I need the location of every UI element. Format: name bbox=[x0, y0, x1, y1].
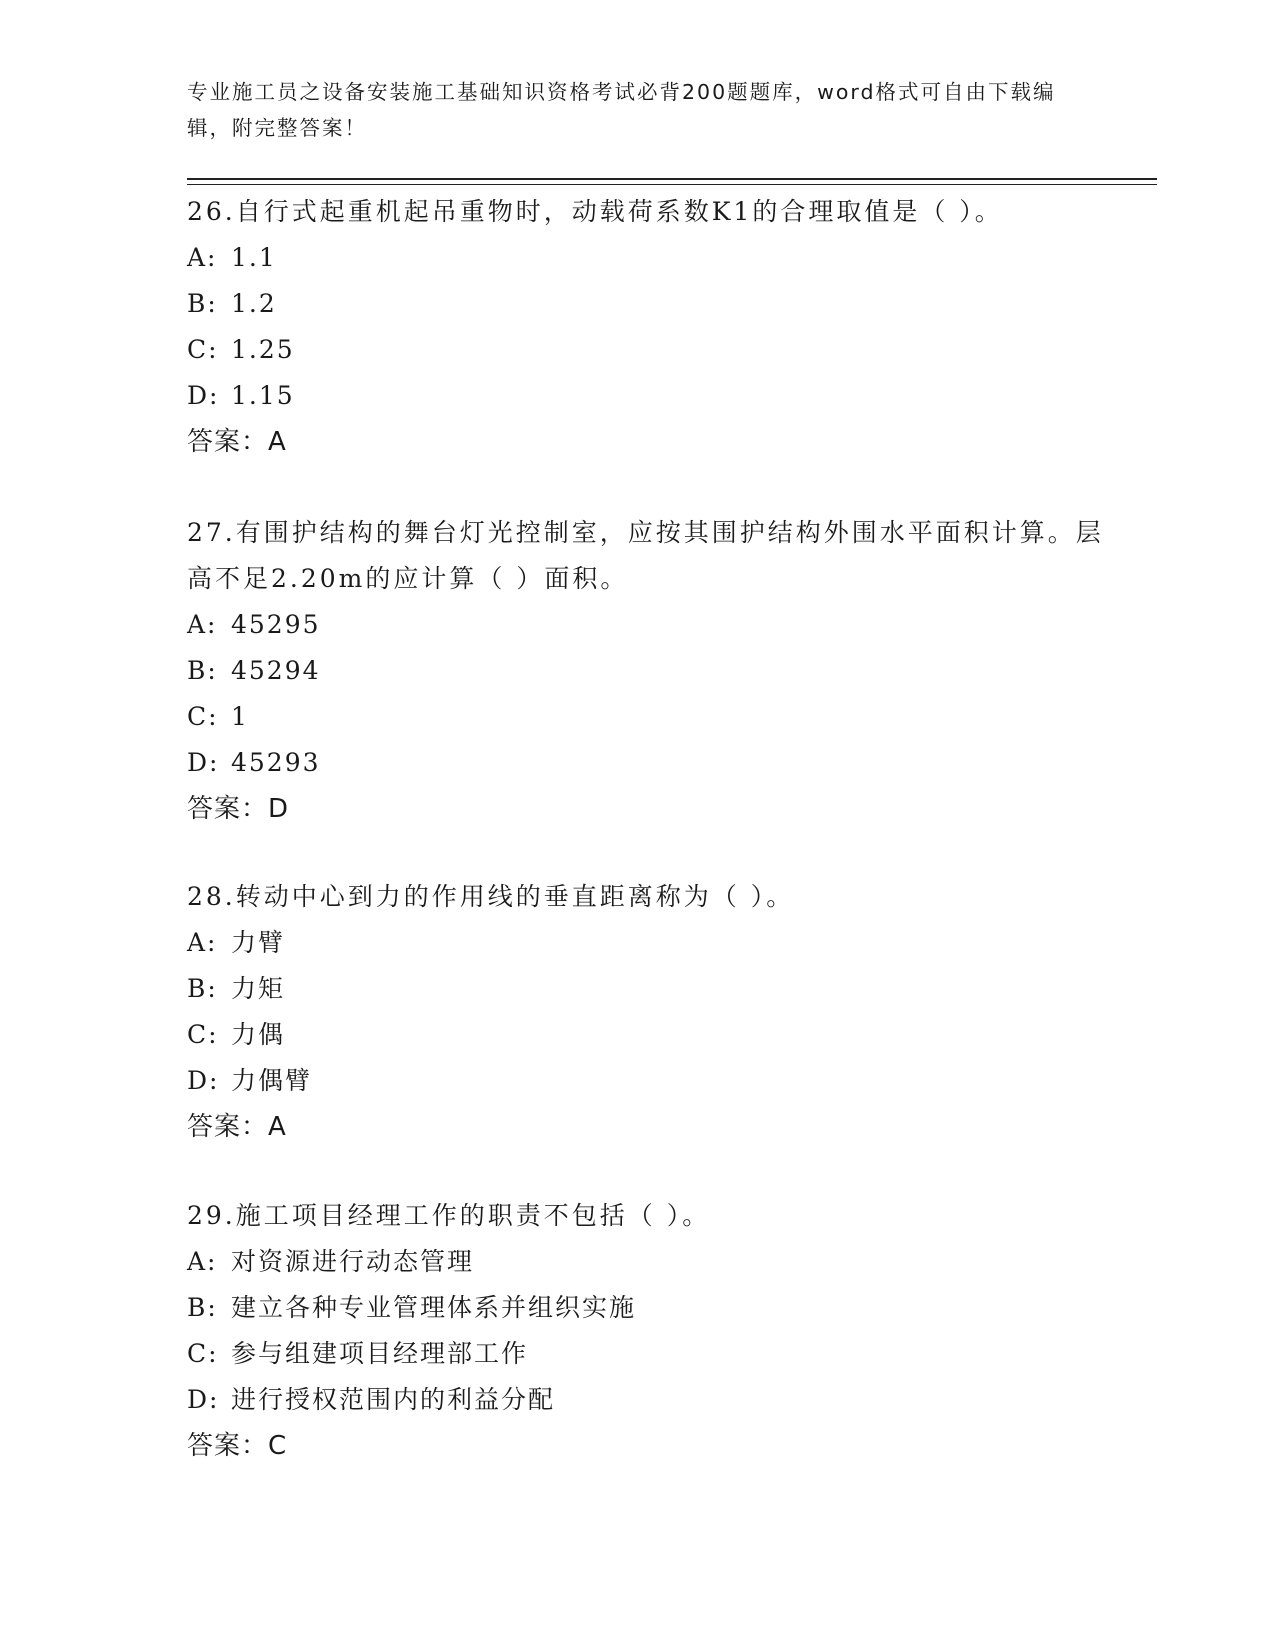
question-stem: 27.有围护结构的舞台灯光控制室，应按其围护结构外围水平面积计算。层高不足2.20m的应计算（ ）面积。 bbox=[187, 518, 1104, 593]
option-c bbox=[187, 1331, 1117, 1377]
option-label: D: bbox=[187, 1066, 220, 1095]
header-divider-thin bbox=[187, 184, 1157, 185]
option-label: B: bbox=[187, 1293, 218, 1322]
option-d bbox=[187, 1377, 1117, 1423]
answer: 答案：A bbox=[187, 427, 287, 457]
option-a bbox=[187, 1239, 1117, 1285]
option-text: 力偶臂 bbox=[231, 1066, 313, 1095]
option-text: 45295 bbox=[231, 610, 321, 639]
option-label: D: bbox=[187, 748, 220, 777]
option-label: A: bbox=[187, 1247, 218, 1276]
option-c bbox=[187, 1012, 1117, 1058]
option-b bbox=[187, 1285, 1117, 1331]
option-label: B: bbox=[187, 974, 218, 1003]
option-text: 力臂 bbox=[231, 928, 286, 957]
option-text: 力偶 bbox=[231, 1020, 286, 1049]
option-c bbox=[187, 694, 1117, 740]
question-block bbox=[187, 510, 1117, 832]
option-d bbox=[187, 1058, 1117, 1104]
question-block bbox=[187, 1193, 1117, 1469]
option-b bbox=[187, 648, 1117, 694]
question-stem: 28.转动中心到力的作用线的垂直距离称为（ ）。 bbox=[187, 882, 795, 911]
option-a bbox=[187, 602, 1117, 648]
option-label: C: bbox=[187, 1339, 219, 1368]
option-text: 1.2 bbox=[231, 289, 277, 318]
question-stem: 26.自行式起重机起吊重物时，动载荷系数K1的合理取值是（ ）。 bbox=[187, 197, 1003, 226]
option-d bbox=[187, 373, 1117, 419]
answer: 答案：A bbox=[187, 1112, 287, 1142]
option-a bbox=[187, 235, 1117, 281]
option-text: 1.1 bbox=[231, 243, 277, 272]
option-text: 1 bbox=[231, 702, 249, 731]
question-block bbox=[187, 189, 1117, 465]
option-label: B: bbox=[187, 289, 218, 318]
header-divider bbox=[187, 178, 1157, 180]
option-a bbox=[187, 920, 1117, 966]
option-text: 1.25 bbox=[231, 335, 295, 364]
option-c bbox=[187, 327, 1117, 373]
option-label: A: bbox=[187, 928, 218, 957]
option-text: 45293 bbox=[231, 748, 321, 777]
option-label: D: bbox=[187, 381, 220, 410]
option-text: 45294 bbox=[231, 656, 321, 685]
question-stem: 29.施工项目经理工作的职责不包括（ ）。 bbox=[187, 1201, 711, 1230]
option-label: A: bbox=[187, 243, 218, 272]
answer: 答案：D bbox=[187, 794, 290, 824]
option-label: A: bbox=[187, 610, 218, 639]
option-b bbox=[187, 281, 1117, 327]
option-label: D: bbox=[187, 1385, 220, 1414]
option-d bbox=[187, 740, 1117, 786]
option-label: C: bbox=[187, 702, 219, 731]
option-label: C: bbox=[187, 335, 219, 364]
option-text: 进行授权范围内的利益分配 bbox=[231, 1385, 556, 1414]
option-text: 对资源进行动态管理 bbox=[231, 1247, 475, 1276]
option-label: B: bbox=[187, 656, 218, 685]
option-text: 力矩 bbox=[231, 974, 286, 1003]
answer: 答案：C bbox=[187, 1431, 288, 1461]
document-header: 专业施工员之设备安装施工基础知识资格考试必背200题题库，word格式可自由下载编辑，附完整答案！ bbox=[187, 80, 1056, 140]
question-block bbox=[187, 874, 1117, 1150]
option-text: 参与组建项目经理部工作 bbox=[231, 1339, 529, 1368]
option-b bbox=[187, 966, 1117, 1012]
option-text: 1.15 bbox=[231, 381, 295, 410]
option-text: 建立各种专业管理体系并组织实施 bbox=[231, 1293, 637, 1322]
option-label: C: bbox=[187, 1020, 219, 1049]
